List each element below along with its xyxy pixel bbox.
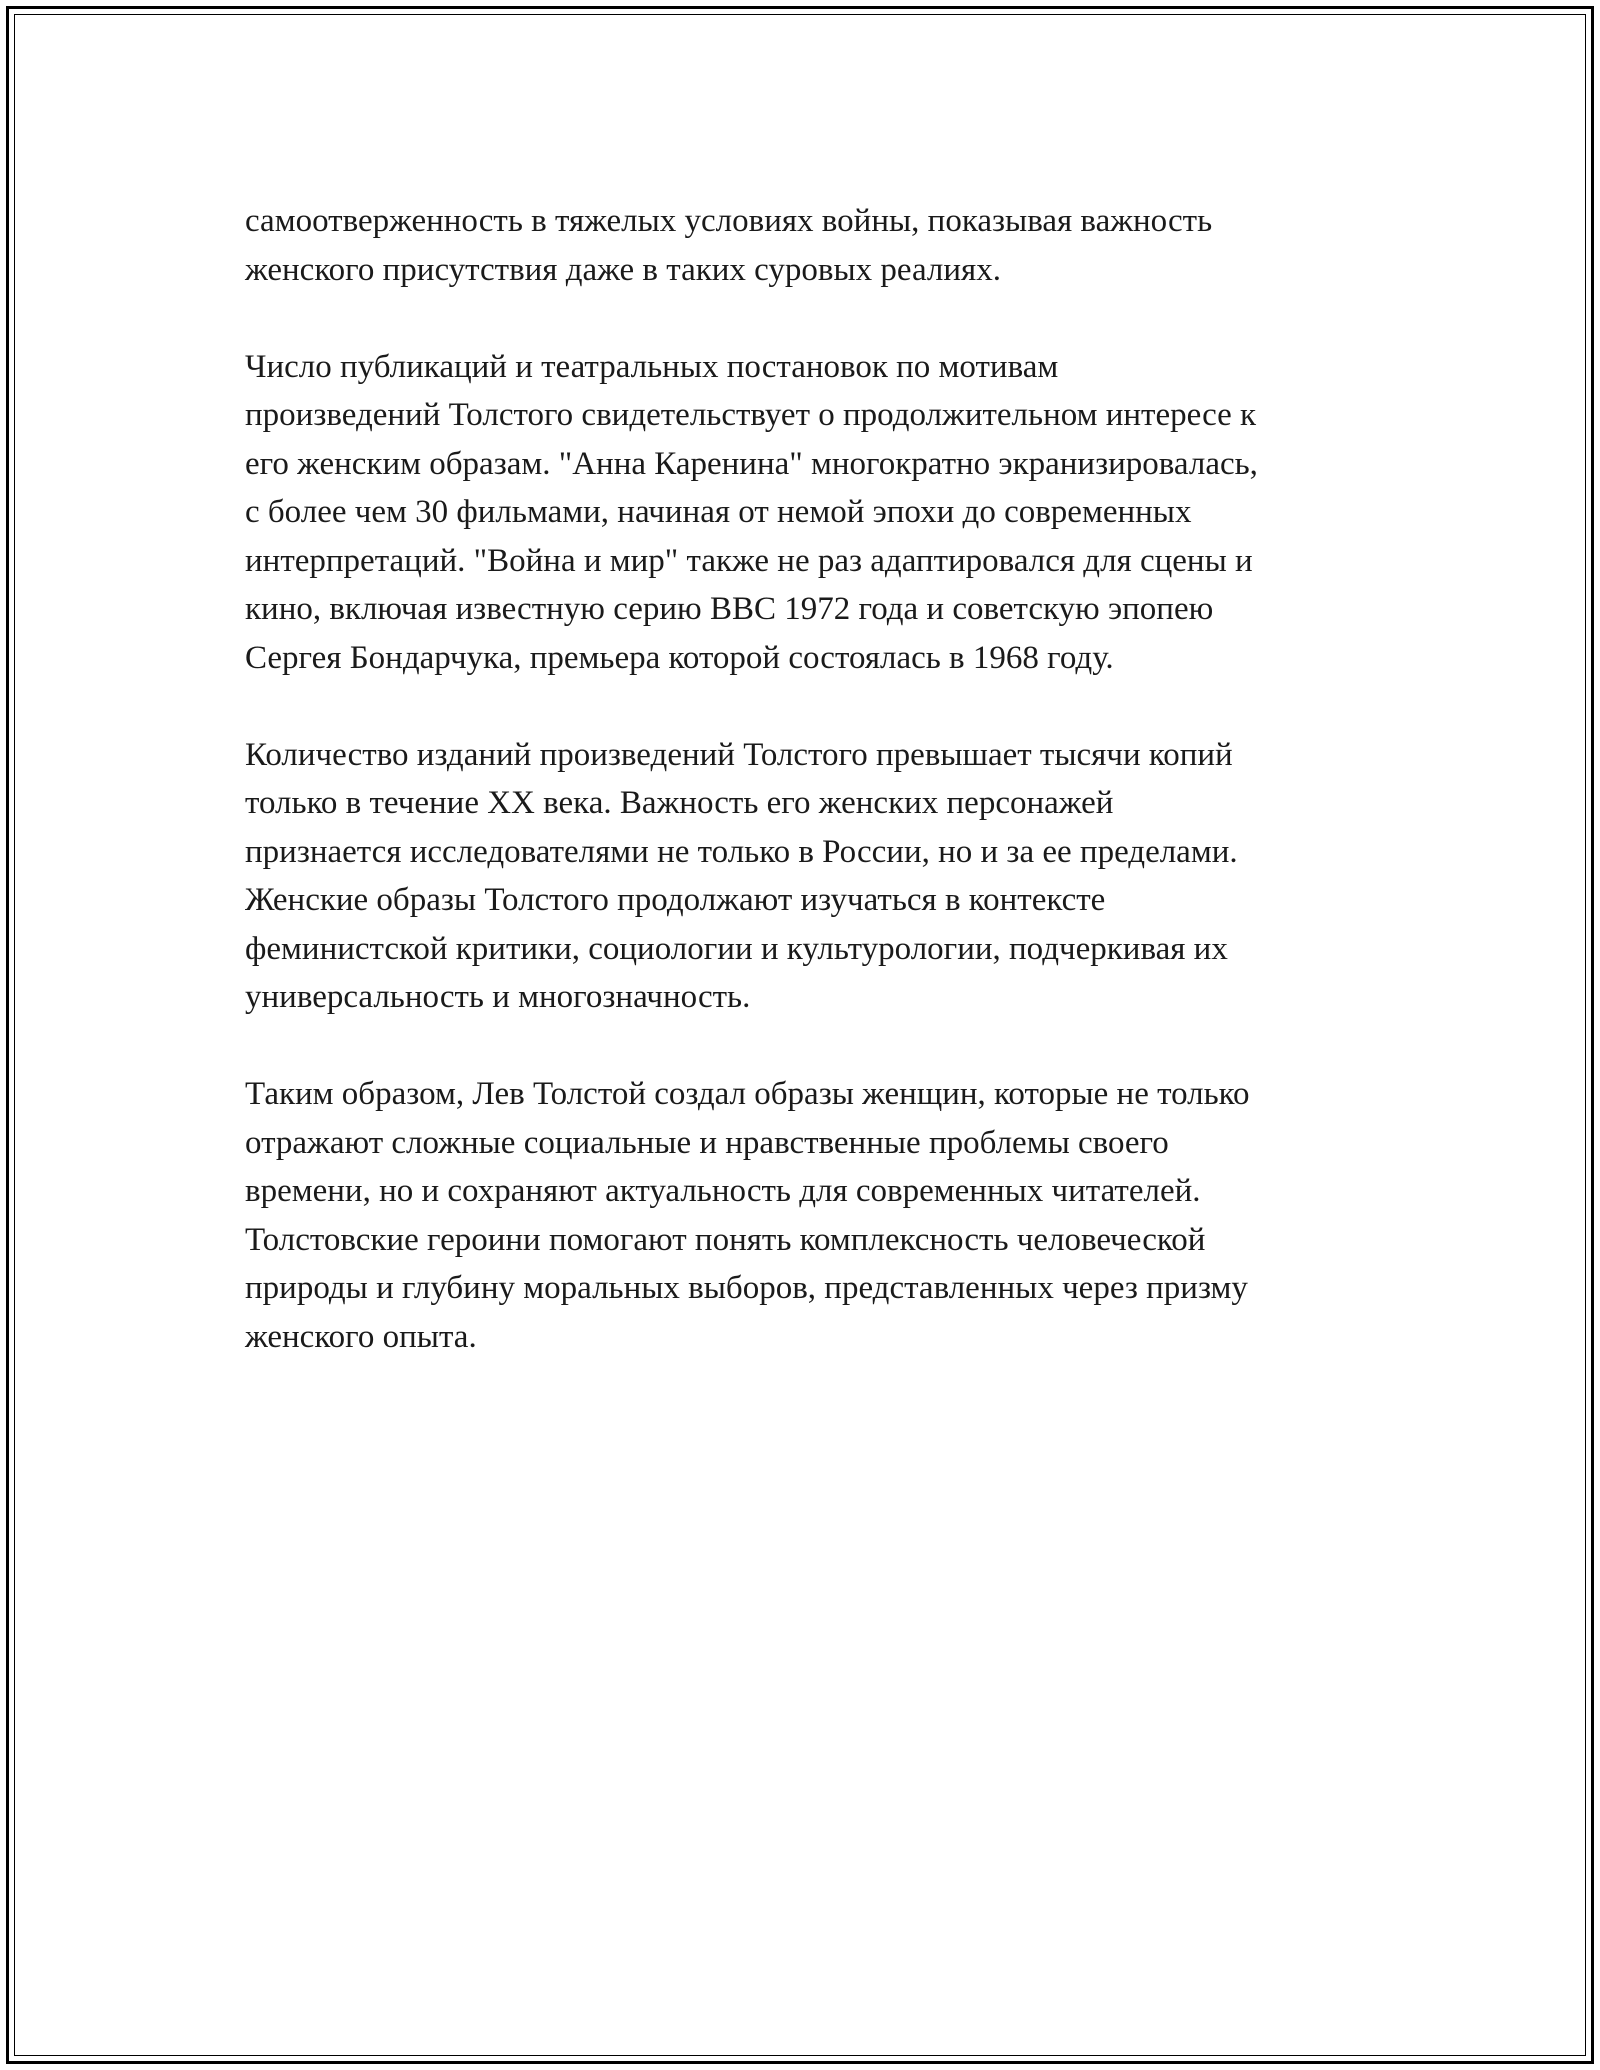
paragraph-line: феминистской критики, социологии и культурологии, подчеркивая их (245, 930, 1228, 967)
paragraph-1 (245, 197, 1405, 294)
paragraph-line: Толстовские героини помогают понять комплексность человеческой (245, 1221, 1206, 1258)
paragraph-line: женского опыта. (245, 1318, 477, 1355)
paragraph-line: природы и глубину моральных выборов, представленных через призму (245, 1270, 1248, 1306)
paragraph-2 (245, 343, 1405, 683)
paragraph-line: Таким образом, Лев Толстой создал образы женщин, которые не только (245, 1076, 1250, 1112)
paragraph-line: с более чем 30 фильмами, начиная от немой эпохи до современных (245, 494, 1192, 530)
paragraph-line: универсальность и многозначность. (245, 979, 751, 1015)
paragraph-line: Сергея Бондарчука, премьера которой состоялась в 1968 году. (245, 639, 1114, 676)
paragraph-line: женского присутствия даже в таких суровых реалиях. (245, 251, 1001, 288)
paragraph-line: Женские образы Толстого продолжают изучаться в контексте (245, 882, 1106, 918)
paragraph-line: признается исследователями не только в России, но и за ее пределами. (245, 833, 1238, 870)
document-body (245, 197, 1405, 1410)
paragraph-line: отражают сложные социальные и нравственные проблемы своего (245, 1124, 1169, 1161)
paragraph-line: самоотверженность в тяжелых условиях войны, показывая важность (245, 203, 1213, 239)
paragraph-4 (245, 1070, 1405, 1361)
paragraph-line: его женским образам. "Анна Каренина" многократно экранизировалась, (245, 445, 1258, 482)
page-frame (6, 6, 1594, 2064)
paragraph-line: произведений Толстого свидетельствует о продолжительном интересе к (245, 397, 1257, 433)
paragraph-3 (245, 731, 1405, 1022)
paragraph-line: Число публикаций и театральных постановок по мотивам (245, 348, 1059, 385)
paragraph-line: только в течение XX века. Важность его женских персонажей (245, 785, 1114, 821)
paragraph-line: интерпретаций. "Война и мир" также не раз адаптировался для сцены и (245, 542, 1253, 579)
paragraph-line: кино, включая известную серию BBC 1972 года и советскую эпопею (245, 591, 1214, 627)
paragraph-line: Количество изданий произведений Толстого превышает тысячи копий (245, 736, 1233, 773)
paragraph-line: времени, но и сохраняют актуальность для современных читателей. (245, 1173, 1201, 1209)
